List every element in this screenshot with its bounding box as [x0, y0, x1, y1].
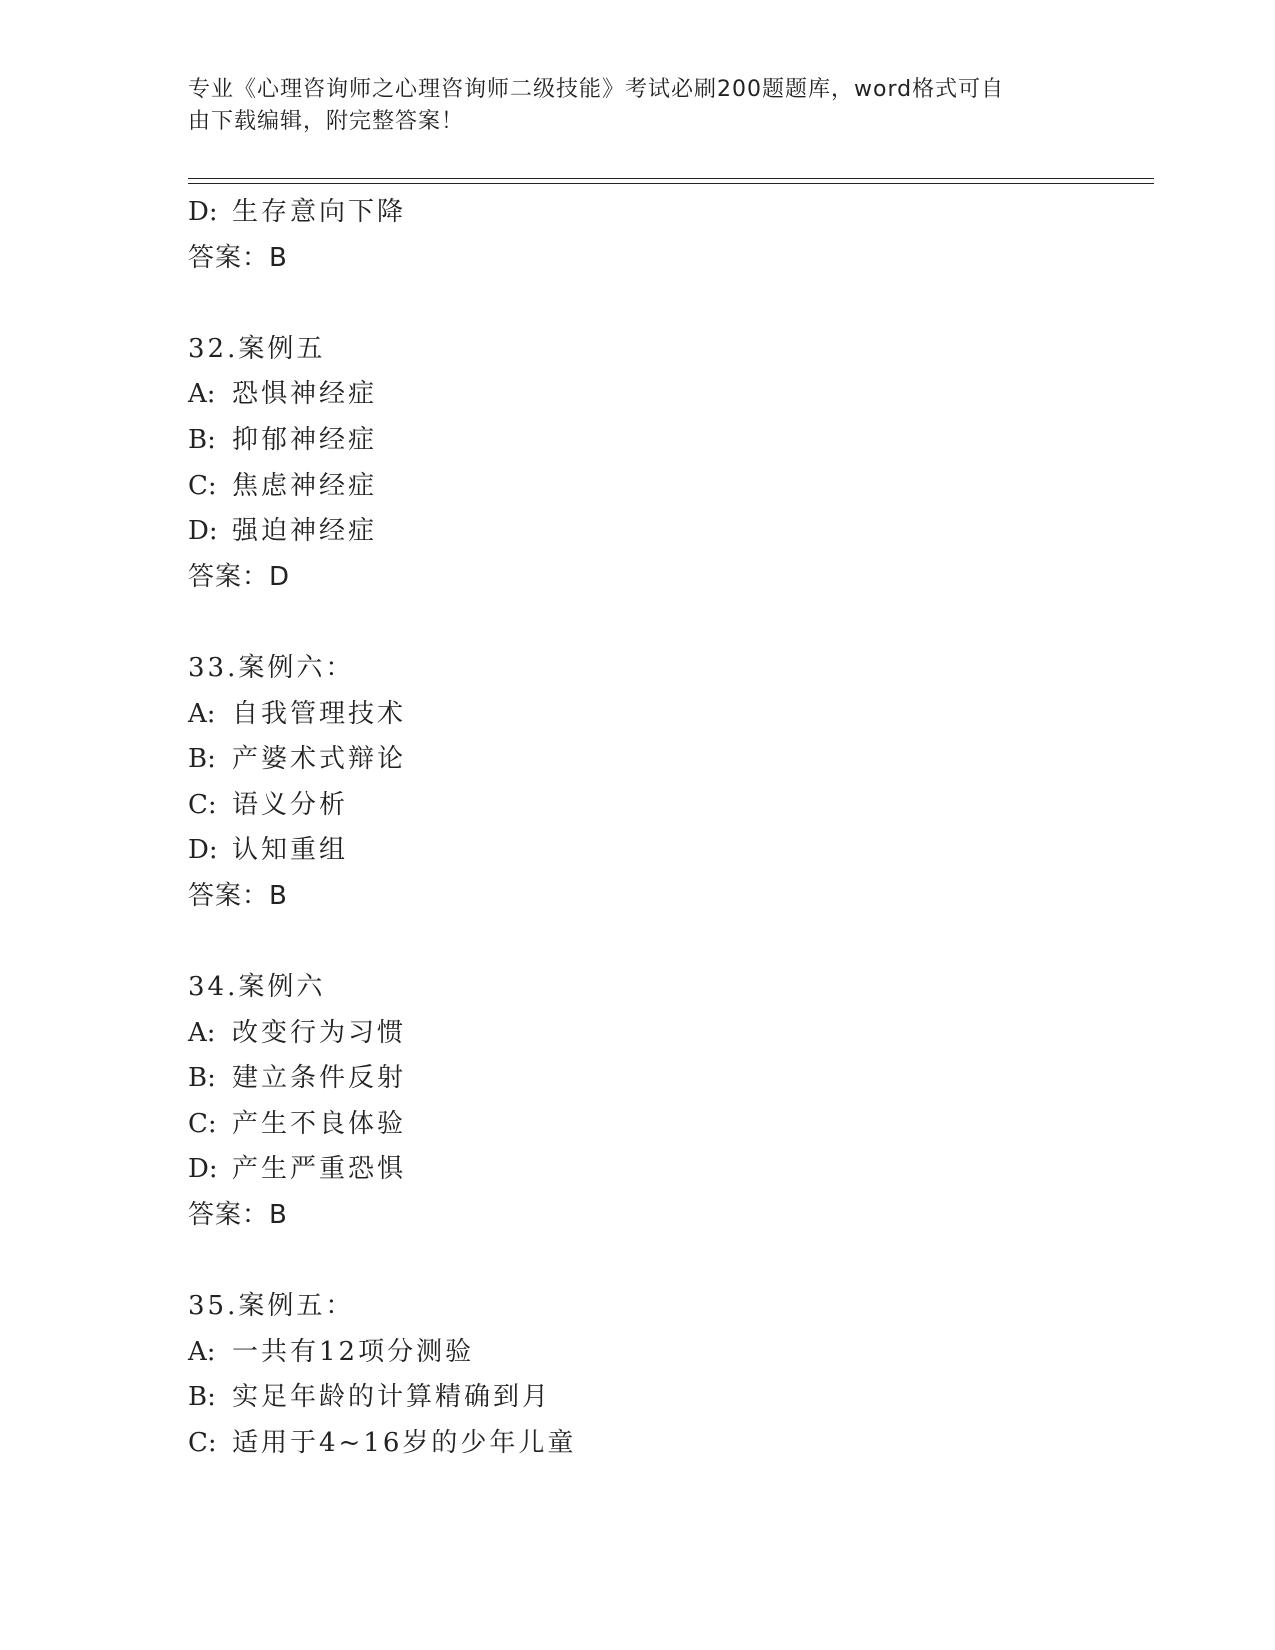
option-a — [188, 372, 1148, 418]
option-text: 自我管理技术 — [232, 698, 407, 729]
question-title: 33.案例六： — [188, 652, 355, 683]
option-text: 强迫神经症 — [232, 516, 378, 547]
option-letter: C: — [188, 470, 217, 501]
header-line-2: 由下载编辑，附完整答案！ — [188, 109, 465, 134]
question-block — [188, 1284, 1148, 1466]
option-text: 抑郁神经症 — [232, 424, 378, 455]
option-c — [188, 1102, 1148, 1148]
option-letter: B: — [188, 424, 216, 455]
option-text: 建立条件反射 — [232, 1063, 407, 1094]
block-spacer — [188, 920, 1148, 966]
option-letter: C: — [188, 1428, 217, 1459]
option-letter: C: — [188, 1108, 217, 1139]
question-title: 34.案例六 — [188, 972, 326, 1003]
question-block — [188, 190, 1148, 281]
option-a — [188, 692, 1148, 738]
option-text: 产生不良体验 — [232, 1108, 407, 1139]
option-d — [188, 509, 1148, 555]
option-d — [188, 828, 1148, 874]
option-letter: B: — [188, 1063, 216, 1094]
question-block — [188, 646, 1148, 920]
option-letter: A: — [188, 1336, 216, 1367]
block-spacer — [188, 1239, 1148, 1285]
header-line-1: 专业《心理咨询师之心理咨询师二级技能》考试必刷200题题库，word格式可自 — [188, 77, 1005, 102]
option-c — [188, 464, 1148, 510]
option-a — [188, 1330, 1148, 1376]
header-divider-top — [188, 178, 1154, 179]
option-letter: C: — [188, 789, 217, 820]
option-letter: B: — [188, 744, 216, 775]
option-text: 语义分析 — [232, 789, 349, 820]
option-text: 产婆术式辩论 — [232, 744, 407, 775]
option-b — [188, 418, 1148, 464]
option-text: 产生严重恐惧 — [232, 1154, 407, 1185]
option-text: 生存意向下降 — [232, 197, 407, 227]
option-letter: A: — [188, 379, 216, 410]
option-b — [188, 1056, 1148, 1102]
block-spacer — [188, 600, 1148, 646]
option-text: 一共有12项分测验 — [232, 1336, 475, 1367]
document-header — [188, 74, 1088, 138]
question-title: 35.案例五： — [188, 1291, 355, 1322]
option-text: 适用于4~16岁的少年儿童 — [232, 1428, 577, 1459]
option-d — [188, 190, 1148, 236]
option-a — [188, 1011, 1148, 1057]
option-text: 焦虑神经症 — [232, 470, 378, 501]
option-letter: A: — [188, 698, 216, 729]
option-letter: B: — [188, 1382, 216, 1413]
question-block — [188, 327, 1148, 601]
option-d — [188, 1147, 1148, 1193]
option-letter: A: — [188, 1017, 216, 1048]
option-text: 改变行为习惯 — [232, 1017, 407, 1048]
option-text: 恐惧神经症 — [232, 379, 378, 410]
option-b — [188, 1375, 1148, 1421]
question-title: 32.案例五 — [188, 333, 326, 364]
answer-line: 答案：B — [188, 242, 288, 273]
option-text: 实足年龄的计算精确到月 — [232, 1382, 552, 1413]
question-block — [188, 965, 1148, 1239]
option-letter: D: — [188, 835, 218, 866]
header-divider-bottom — [188, 183, 1154, 184]
question-list — [188, 190, 1148, 1467]
option-letter: D: — [188, 516, 218, 547]
answer-line: 答案：B — [188, 1200, 288, 1231]
option-b — [188, 737, 1148, 783]
option-c — [188, 783, 1148, 829]
answer-line: 答案：D — [188, 561, 291, 592]
option-letter: D: — [188, 197, 218, 227]
option-letter: D: — [188, 1154, 218, 1185]
block-spacer — [188, 281, 1148, 327]
answer-line: 答案：B — [188, 880, 288, 911]
option-text: 认知重组 — [232, 835, 349, 866]
option-c — [188, 1421, 1148, 1467]
